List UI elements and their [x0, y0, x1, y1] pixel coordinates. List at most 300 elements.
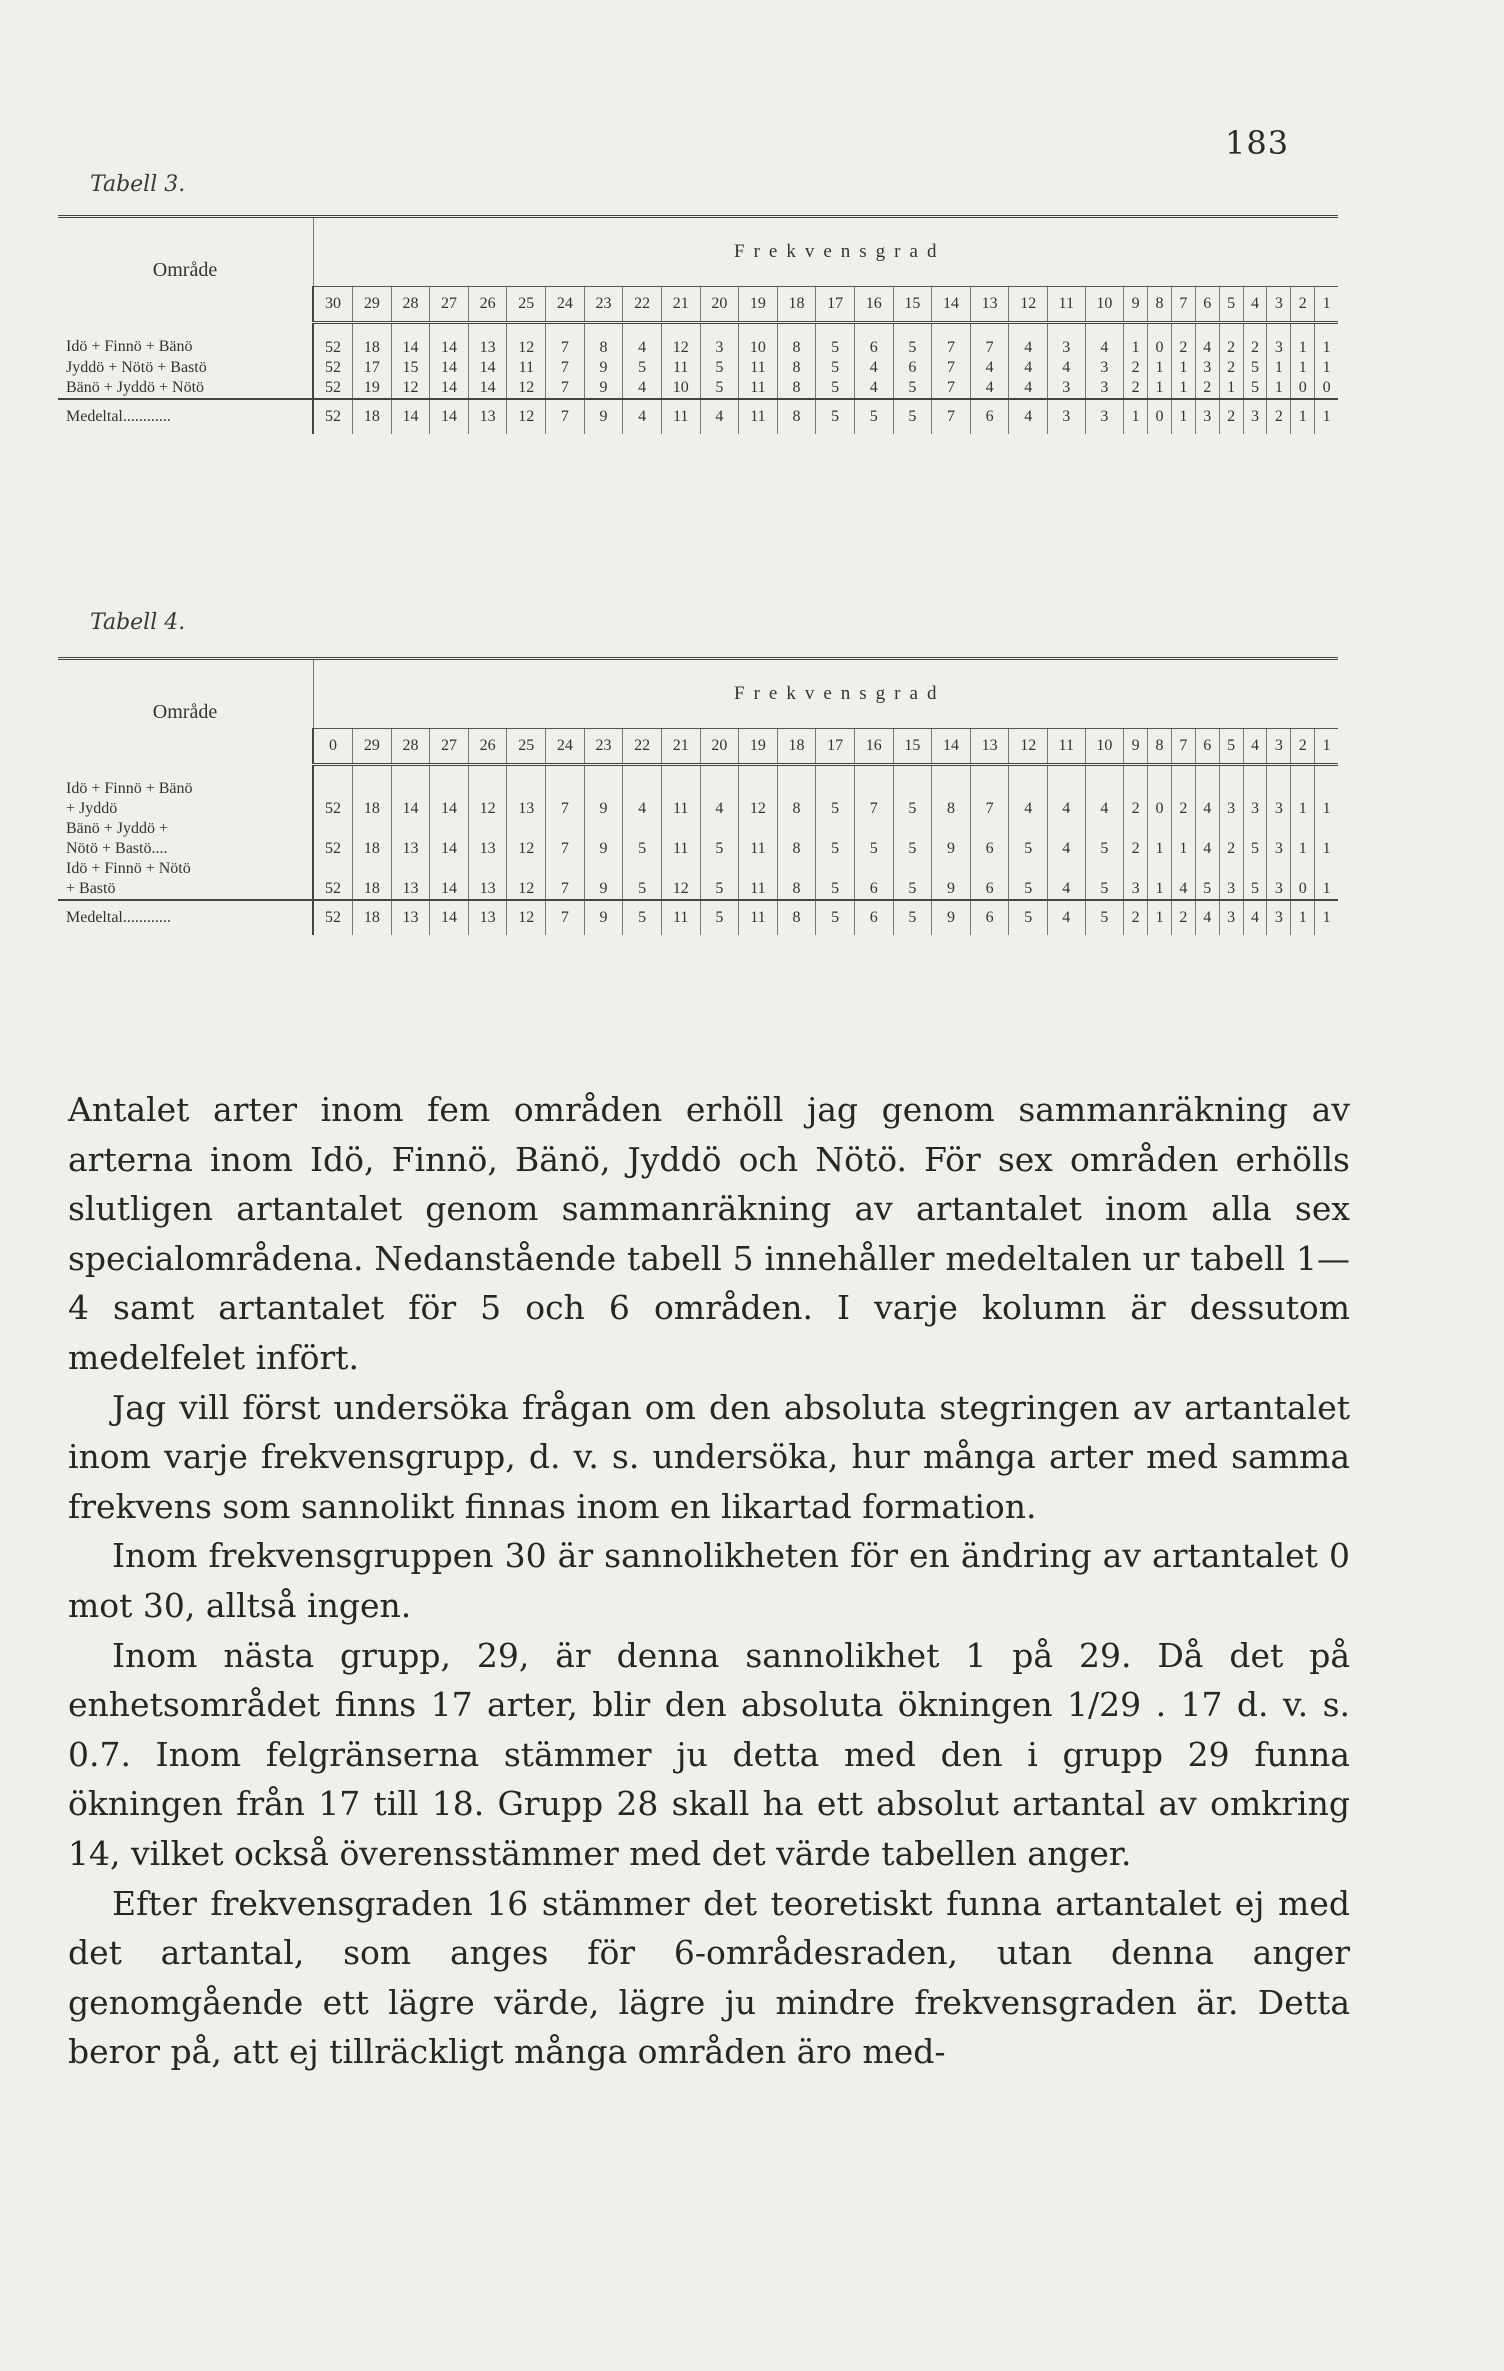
- frequency-column-header: 29: [353, 287, 392, 323]
- table-cell: 2: [1219, 819, 1243, 859]
- frequency-column-header: 29: [353, 729, 392, 765]
- table-cell: 2: [1195, 378, 1219, 399]
- table-cell: 8: [777, 323, 816, 359]
- table-cell: 11: [739, 819, 778, 859]
- table-cell: 1: [1148, 859, 1172, 900]
- area-header: Område: [152, 701, 218, 724]
- table-cell: 4: [623, 378, 662, 399]
- table-cell: 5: [623, 358, 662, 378]
- table-cell: 12: [661, 323, 700, 359]
- body-text: [68, 1085, 1350, 2077]
- table-cell: 2: [1171, 765, 1195, 819]
- mean-cell: 1: [1171, 399, 1195, 434]
- table-cell: 8: [777, 378, 816, 399]
- frequency-column-header: 11: [1048, 729, 1086, 765]
- table-3-label: Tabell 3.: [90, 172, 186, 197]
- table-row: [58, 323, 1338, 359]
- table-cell: 14: [430, 378, 469, 399]
- table-cell: 5: [1085, 859, 1124, 900]
- frequency-column-header: 5: [1219, 729, 1243, 765]
- table-cell: 9: [584, 378, 623, 399]
- frequency-column-header: 1: [1315, 287, 1338, 323]
- table-cell: 1: [1291, 765, 1315, 819]
- table-cell: 11: [661, 819, 700, 859]
- table-cell: 5: [700, 859, 739, 900]
- table-cell: 5: [816, 859, 855, 900]
- mean-cell: 8: [777, 900, 816, 935]
- frequency-column-header: 28: [391, 287, 430, 323]
- table-cell: 4: [1171, 859, 1195, 900]
- table-cell: 3: [1219, 859, 1243, 900]
- table-cell: 12: [507, 323, 546, 359]
- frequency-title: Frekvensgrad: [313, 218, 1338, 287]
- table-cell: 2: [1219, 323, 1243, 359]
- frequency-column-header: 17: [816, 729, 855, 765]
- frequency-column-header: 22: [623, 287, 662, 323]
- mean-cell: 9: [584, 399, 623, 434]
- table-cell: 7: [854, 765, 893, 819]
- table-cell: 8: [777, 859, 816, 900]
- table-cell: 1: [1148, 358, 1172, 378]
- table-cell: 12: [507, 819, 546, 859]
- table-cell: 14: [468, 378, 507, 399]
- table-cell: 1: [1315, 859, 1338, 900]
- row-area-line: Idö + Finnö + Bänö: [66, 779, 193, 797]
- table-cell: 0: [1148, 765, 1172, 819]
- mean-cell: 18: [353, 399, 392, 434]
- table-cell: 13: [468, 819, 507, 859]
- table-cell: 4: [700, 765, 739, 819]
- frequency-column-header: 28: [391, 729, 430, 765]
- table-cell: 3: [1085, 358, 1124, 378]
- table-cell: 4: [1085, 765, 1124, 819]
- table-cell: 6: [893, 358, 932, 378]
- table-cell: 3: [1267, 859, 1291, 900]
- table-cell: 5: [893, 765, 932, 819]
- table-cell: 18: [353, 819, 392, 859]
- table-cell: 52: [313, 819, 353, 859]
- table-cell: 7: [932, 323, 971, 359]
- table-cell: 11: [661, 765, 700, 819]
- table-cell: 0: [1315, 378, 1338, 399]
- table-cell: 3: [700, 323, 739, 359]
- table-cell: 6: [854, 323, 893, 359]
- table-cell: 4: [623, 765, 662, 819]
- mean-cell: 1: [1315, 399, 1338, 434]
- table-cell: 7: [546, 378, 585, 399]
- table-cell: 9: [932, 859, 971, 900]
- mean-cell: 13: [468, 399, 507, 434]
- table-cell: 9: [584, 819, 623, 859]
- frequency-column-header: 27: [430, 729, 469, 765]
- mean-cell: 3: [1243, 399, 1267, 434]
- table-cell: 4: [1009, 358, 1048, 378]
- table-cell: 5: [893, 323, 932, 359]
- table-cell: 13: [468, 859, 507, 900]
- table-cell: 17: [353, 358, 392, 378]
- frequency-column-header: 20: [700, 729, 739, 765]
- mean-cell: 5: [623, 900, 662, 935]
- mean-cell: 3: [1267, 900, 1291, 935]
- mean-cell: 1: [1148, 900, 1172, 935]
- table-cell: 4: [1009, 378, 1048, 399]
- mean-cell: 14: [430, 900, 469, 935]
- table-cell: 4: [1195, 765, 1219, 819]
- frequency-column-header: 23: [584, 729, 623, 765]
- frequency-column-header: 7: [1171, 729, 1195, 765]
- mean-row: [58, 900, 1338, 935]
- table-cell: 14: [468, 358, 507, 378]
- mean-cell: 3: [1219, 900, 1243, 935]
- table-cell: 5: [816, 358, 855, 378]
- mean-cell: 4: [1048, 900, 1086, 935]
- table-cell: 13: [391, 859, 430, 900]
- frequency-column-header: 15: [893, 287, 932, 323]
- table-cell: 6: [854, 859, 893, 900]
- frequency-column-header: 18: [777, 287, 816, 323]
- table-cell: 7: [546, 765, 585, 819]
- table-cell: 5: [816, 378, 855, 399]
- mean-cell: 3: [1048, 399, 1086, 434]
- table-cell: 0: [1291, 859, 1315, 900]
- frequency-column-header: 6: [1195, 729, 1219, 765]
- table-row: [58, 765, 1338, 819]
- frequency-column-header: 25: [507, 729, 546, 765]
- table-cell: 4: [1195, 323, 1219, 359]
- mean-cell: 7: [546, 399, 585, 434]
- table-cell: 11: [739, 378, 778, 399]
- table-cell: 18: [353, 323, 392, 359]
- table-cell: 52: [313, 358, 353, 378]
- table-cell: 5: [1243, 358, 1267, 378]
- mean-cell: 5: [1085, 900, 1124, 935]
- table-cell: 1: [1148, 819, 1172, 859]
- table-cell: 14: [430, 358, 469, 378]
- frequency-column-header: 27: [430, 287, 469, 323]
- table-cell: 7: [546, 358, 585, 378]
- table-cell: 1: [1219, 378, 1243, 399]
- mean-cell: 52: [313, 900, 353, 935]
- table-cell: 5: [893, 859, 932, 900]
- table-cell: 19: [353, 378, 392, 399]
- table-3: [58, 218, 1338, 434]
- table-cell: 5: [1243, 378, 1267, 399]
- mean-cell: 11: [661, 399, 700, 434]
- table-cell: 5: [1085, 819, 1124, 859]
- mean-cell: 11: [739, 900, 778, 935]
- table-cell: 4: [854, 358, 893, 378]
- frequency-column-header: 7: [1171, 287, 1195, 323]
- table-cell: 5: [893, 378, 932, 399]
- table-row: [58, 859, 1338, 900]
- table-cell: 7: [932, 358, 971, 378]
- table-cell: 4: [1048, 358, 1086, 378]
- table-cell: 12: [391, 378, 430, 399]
- table-cell: 14: [391, 765, 430, 819]
- table-cell: 5: [1009, 819, 1048, 859]
- frequency-column-header: 10: [1085, 287, 1124, 323]
- table-cell: 1: [1291, 323, 1315, 359]
- frequency-column-header: 0: [313, 729, 353, 765]
- frequency-column-header: 15: [893, 729, 932, 765]
- table-row: [58, 378, 1338, 399]
- mean-cell: 5: [816, 900, 855, 935]
- frequency-column-header: 2: [1291, 287, 1315, 323]
- table-cell: 18: [353, 765, 392, 819]
- table-cell: 5: [1009, 859, 1048, 900]
- table-cell: 13: [468, 323, 507, 359]
- mean-cell: 2: [1219, 399, 1243, 434]
- frequency-column-header: 3: [1267, 287, 1291, 323]
- row-area: [58, 819, 313, 859]
- paragraph: Jag vill först undersöka frågan om den absoluta stegringen av artantalet inom varje frekvensgrupp, d. v. s. undersöka, hur många arter med samma frekvens som sannolikt finnas inom en likartad formation.: [68, 1387, 1350, 1526]
- table-cell: 3: [1219, 765, 1243, 819]
- frequency-column-header: 8: [1148, 287, 1172, 323]
- mean-cell: 5: [893, 900, 932, 935]
- frequency-column-header: 10: [1085, 729, 1124, 765]
- mean-cell: 4: [700, 399, 739, 434]
- mean-cell: 1: [1315, 900, 1338, 935]
- mean-cell: 12: [507, 900, 546, 935]
- paragraph: Antalet arter inom fem områden erhöll jag genom sammanräkning av arterna inom Idö, Finnö, Bänö, Jyddö och Nötö. För sex områden erhölls slutligen artantalet genom sammanräkning av artantalet inom alla sex specialområdena. Nedanstående tabell 5 innehåller medeltalen ur tabell 1—4 samt artantalet för 5 och 6 områden. I varje kolumn är dessutom medelfelet infört.: [68, 1090, 1350, 1377]
- table-cell: 9: [584, 859, 623, 900]
- table-cell: 11: [661, 358, 700, 378]
- frequency-column-header: 14: [932, 287, 971, 323]
- table-cell: 8: [584, 323, 623, 359]
- mean-cell: 5: [893, 399, 932, 434]
- mean-cell: 4: [1195, 900, 1219, 935]
- table-cell: 1: [1171, 819, 1195, 859]
- table-cell: 4: [1048, 859, 1086, 900]
- table-cell: 2: [1124, 378, 1148, 399]
- frequency-column-header: 9: [1124, 729, 1148, 765]
- table-cell: 3: [1048, 378, 1086, 399]
- table-cell: 11: [507, 358, 546, 378]
- mean-cell: 1: [1124, 399, 1148, 434]
- mean-cell: 3: [1085, 399, 1124, 434]
- mean-cell: 5: [1009, 900, 1048, 935]
- table-cell: 14: [430, 859, 469, 900]
- frequency-title: Frekvensgrad: [313, 660, 1338, 729]
- frequency-column-header: 4: [1243, 729, 1267, 765]
- table-cell: 4: [854, 378, 893, 399]
- mean-cell: 2: [1267, 399, 1291, 434]
- table-cell: 13: [391, 819, 430, 859]
- frequency-column-header: 4: [1243, 287, 1267, 323]
- table-cell: 1: [1315, 323, 1338, 359]
- table-cell: 1: [1315, 765, 1338, 819]
- paragraph: Efter frekvensgraden 16 stämmer det teoretiskt funna artantalet ej med det artantal, som anges för 6-områdesraden, utan denna anger genomgående ett lägre värde, lägre ju mindre frekvensgraden är. Detta beror på, att ej tillräckligt många områden äro med-: [68, 1883, 1350, 2072]
- table-cell: 4: [1048, 765, 1086, 819]
- mean-row: [58, 399, 1338, 434]
- mean-cell: 11: [661, 900, 700, 935]
- mean-cell: 6: [970, 900, 1009, 935]
- frequency-column-header: 12: [1009, 287, 1048, 323]
- table-cell: 52: [313, 323, 353, 359]
- mean-cell: 1: [1291, 399, 1315, 434]
- mean-cell: 9: [584, 900, 623, 935]
- table-cell: 6: [970, 859, 1009, 900]
- table-cell: 7: [932, 378, 971, 399]
- table-cell: 5: [700, 358, 739, 378]
- table-cell: 5: [1243, 859, 1267, 900]
- frequency-column-header: 24: [546, 729, 585, 765]
- row-area-line: Bänö + Jyddö +: [66, 819, 169, 837]
- table-cell: 52: [313, 765, 353, 819]
- table-cell: 12: [739, 765, 778, 819]
- mean-cell: 18: [353, 900, 392, 935]
- table-4-label: Tabell 4.: [90, 610, 186, 635]
- mean-cell: 13: [468, 900, 507, 935]
- mean-cell: 1: [1291, 900, 1315, 935]
- table-cell: 5: [893, 819, 932, 859]
- table-cell: 4: [1009, 323, 1048, 359]
- frequency-column-header: 12: [1009, 729, 1048, 765]
- mean-cell: 4: [623, 399, 662, 434]
- mean-cell: 6: [970, 399, 1009, 434]
- frequency-column-header: 19: [739, 287, 778, 323]
- table-cell: 14: [430, 765, 469, 819]
- frequency-column-header: 5: [1219, 287, 1243, 323]
- mean-cell: 4: [1009, 399, 1048, 434]
- frequency-column-header: 16: [854, 729, 893, 765]
- frequency-column-header: 21: [661, 729, 700, 765]
- table-cell: 14: [391, 323, 430, 359]
- table-cell: 10: [661, 378, 700, 399]
- frequency-column-header: 16: [854, 287, 893, 323]
- table-cell: 0: [1291, 378, 1315, 399]
- row-area: Idö + Finnö + Bänö: [66, 338, 193, 356]
- mean-cell: 6: [854, 900, 893, 935]
- table-cell: 3: [1267, 819, 1291, 859]
- frequency-column-header: 23: [584, 287, 623, 323]
- table-cell: 4: [1195, 819, 1219, 859]
- row-area: [58, 859, 313, 900]
- table-4: [58, 660, 1338, 935]
- table-cell: 1: [1267, 358, 1291, 378]
- table-row: [58, 819, 1338, 859]
- table-cell: 5: [816, 819, 855, 859]
- table-cell: 3: [1267, 323, 1291, 359]
- mean-label: Medeltal............: [58, 900, 313, 935]
- table-cell: 11: [739, 358, 778, 378]
- mean-cell: 4: [1243, 900, 1267, 935]
- row-area: [58, 765, 313, 819]
- mean-cell: 14: [391, 399, 430, 434]
- table-cell: 1: [1315, 358, 1338, 378]
- table-cell: 7: [970, 323, 1009, 359]
- mean-cell: 13: [391, 900, 430, 935]
- table-cell: 1: [1291, 358, 1315, 378]
- table-cell: 4: [1048, 819, 1086, 859]
- frequency-column-header: 17: [816, 287, 855, 323]
- table-cell: 11: [739, 859, 778, 900]
- table-cell: 5: [1195, 859, 1219, 900]
- table-cell: 2: [1124, 765, 1148, 819]
- frequency-column-header: 8: [1148, 729, 1172, 765]
- mean-cell: 7: [932, 399, 971, 434]
- mean-cell: 7: [546, 900, 585, 935]
- table-cell: 8: [777, 358, 816, 378]
- table-cell: 8: [932, 765, 971, 819]
- frequency-column-header: 2: [1291, 729, 1315, 765]
- table-cell: 2: [1171, 323, 1195, 359]
- table-cell: 4: [970, 378, 1009, 399]
- table-cell: 13: [507, 765, 546, 819]
- frequency-column-header: 22: [623, 729, 662, 765]
- page-number: 183: [1225, 124, 1290, 162]
- mean-cell: 5: [816, 399, 855, 434]
- mean-cell: 11: [739, 399, 778, 434]
- table-cell: 5: [1243, 819, 1267, 859]
- table-cell: 12: [661, 859, 700, 900]
- table-cell: 5: [700, 378, 739, 399]
- mean-cell: 12: [507, 399, 546, 434]
- mean-cell: 3: [1195, 399, 1219, 434]
- table-cell: 4: [970, 358, 1009, 378]
- table-cell: 1: [1124, 323, 1148, 359]
- mean-label: Medeltal............: [58, 399, 313, 434]
- table-cell: 5: [623, 859, 662, 900]
- table-cell: 9: [584, 765, 623, 819]
- table-cell: 3: [1195, 358, 1219, 378]
- table-cell: 7: [546, 819, 585, 859]
- table-cell: 15: [391, 358, 430, 378]
- frequency-column-header: 13: [970, 287, 1009, 323]
- area-header: Område: [152, 259, 218, 282]
- table-cell: 8: [777, 819, 816, 859]
- paragraph: Inom frekvensgruppen 30 är sannolikheten för en ändring av artantalet 0 mot 30, alltså ingen.: [68, 1536, 1350, 1625]
- table-cell: 3: [1124, 859, 1148, 900]
- table-cell: 52: [313, 378, 353, 399]
- table-cell: 4: [1085, 323, 1124, 359]
- paragraph: Inom nästa grupp, 29, är denna sannolikhet 1 på 29. Då det på enhetsområdet finns 17 arter, blir den absoluta ökningen 1/29 . 17 d. v. s. 0.7. Inom felgränserna stämmer ju detta med den i grupp 29 funna ökningen från 17 till 18. Grupp 28 skall ha ett absolut artantal av omkring 14, vilket också överensstämmer med det värde tabellen anger.: [68, 1635, 1350, 1873]
- frequency-column-header: 26: [468, 287, 507, 323]
- table-cell: 3: [1267, 765, 1291, 819]
- table-cell: 4: [1009, 765, 1048, 819]
- row-area-line: + Jyddö: [66, 799, 118, 817]
- row-area: Bänö + Jyddö + Nötö: [66, 379, 205, 396]
- table-cell: 1: [1291, 819, 1315, 859]
- frequency-column-header: 30: [313, 287, 353, 323]
- mean-cell: 2: [1171, 900, 1195, 935]
- table-cell: 3: [1048, 323, 1086, 359]
- table-cell: 12: [507, 859, 546, 900]
- mean-cell: 2: [1124, 900, 1148, 935]
- table-cell: 7: [546, 323, 585, 359]
- frequency-column-header: 11: [1048, 287, 1086, 323]
- table-cell: 8: [777, 765, 816, 819]
- table-cell: 3: [1085, 378, 1124, 399]
- table-cell: 2: [1219, 358, 1243, 378]
- frequency-column-header: 20: [700, 287, 739, 323]
- mean-cell: 14: [430, 399, 469, 434]
- mean-cell: 5: [854, 399, 893, 434]
- table-cell: 18: [353, 859, 392, 900]
- frequency-column-header: 26: [468, 729, 507, 765]
- table-cell: 12: [468, 765, 507, 819]
- table-cell: 1: [1171, 358, 1195, 378]
- frequency-column-header: 13: [970, 729, 1009, 765]
- table-cell: 9: [932, 819, 971, 859]
- table-header-row: [58, 218, 1338, 287]
- table-cell: 9: [584, 358, 623, 378]
- table-cell: 7: [970, 765, 1009, 819]
- table-cell: 14: [430, 323, 469, 359]
- mean-cell: 8: [777, 399, 816, 434]
- frequency-column-header: 24: [546, 287, 585, 323]
- table-cell: 2: [1124, 358, 1148, 378]
